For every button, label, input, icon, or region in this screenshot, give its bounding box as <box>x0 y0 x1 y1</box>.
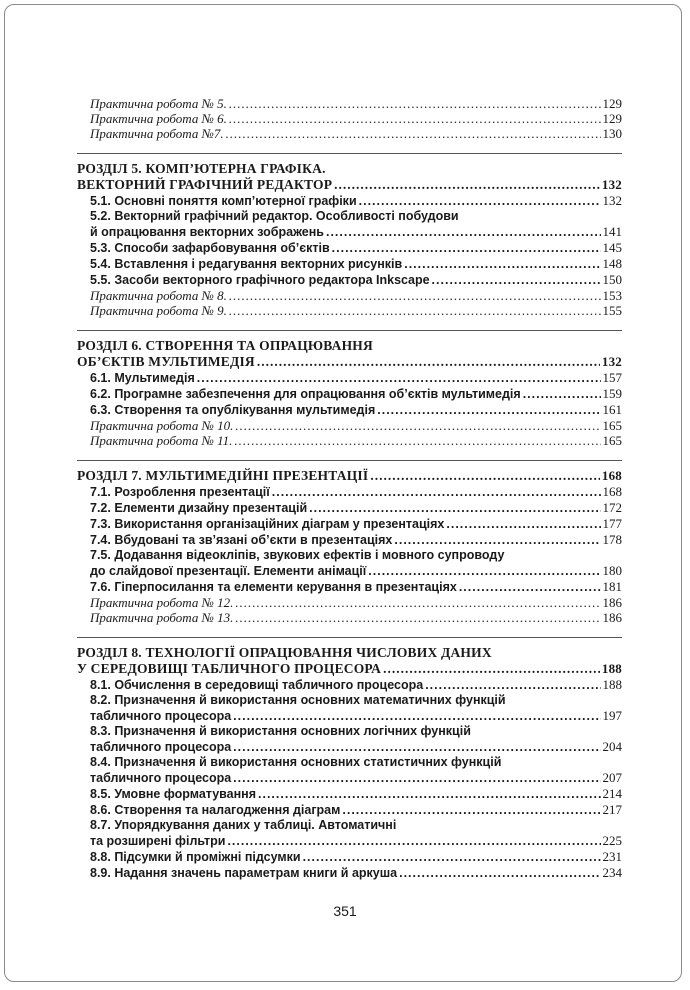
section-heading <box>77 645 622 677</box>
subsection-entry <box>77 193 622 209</box>
subsection-entry-page: 172 <box>602 500 622 515</box>
subsection-entry-page: 177 <box>602 516 622 531</box>
section-divider <box>77 153 622 154</box>
dot-leader <box>234 433 600 448</box>
subsection-entry-text: 5.1. Основні поняття комп’ютерної графіки <box>90 194 357 208</box>
subsection-entry <box>77 500 622 516</box>
subsection-entry <box>77 579 622 595</box>
dot-leader <box>334 177 600 193</box>
dot-leader <box>227 834 600 849</box>
practical-work-entry <box>77 610 622 625</box>
dot-leader <box>342 803 600 818</box>
dot-leader <box>523 387 601 402</box>
practical-work-entry <box>77 96 622 111</box>
dot-leader <box>309 501 600 516</box>
dot-leader <box>235 418 600 433</box>
subsection-entry-page: 148 <box>602 256 622 271</box>
subsection-entry-text: 6.3. Створення та опублікування мультимедія <box>90 403 376 417</box>
dot-leader <box>394 533 600 548</box>
practical-work-entry-text: Практична робота № 13. <box>90 610 234 625</box>
practical-work-entry-page: 129 <box>602 111 622 126</box>
subsection-entry <box>77 724 622 755</box>
subsection-entry-text: табличного процесора <box>90 740 232 754</box>
dot-leader <box>377 403 600 418</box>
dot-leader <box>303 850 601 865</box>
dot-leader <box>229 303 601 318</box>
subsection-entry-text: до слайдової презентації. Елементи анімації <box>90 564 367 578</box>
practical-work-entry-page: 153 <box>602 288 622 303</box>
subsection-entry-page: 217 <box>602 802 622 817</box>
practical-work-entry-text: Практична робота № 12. <box>90 595 234 610</box>
practical-work-entry <box>77 433 622 448</box>
practical-work-entry-page: 165 <box>602 418 622 433</box>
dot-leader <box>459 580 601 595</box>
subsection-entry <box>77 209 622 240</box>
section-heading <box>77 338 622 370</box>
subsection-entry-page: 204 <box>602 739 622 754</box>
section-divider <box>77 460 622 461</box>
subsection-entry-text: 8.9. Надання значень параметрам книги й аркуша <box>90 866 398 880</box>
subsection-entry-text: й опрацювання векторних зображень <box>90 225 324 239</box>
subsection-entry-page: 214 <box>602 786 622 801</box>
dot-leader <box>233 709 600 724</box>
page-number: 351 <box>333 903 357 919</box>
subsection-entry-text: 7.1. Розроблення презентації <box>90 485 270 499</box>
section-heading-text: У СЕРЕДОВИЩІ ТАБЛИЧНОГО ПРОЦЕСОРА <box>77 661 382 676</box>
dot-leader <box>257 354 600 370</box>
subsection-entry-page: 180 <box>602 563 622 578</box>
section-heading-text: РОЗДІЛ 7. МУЛЬТИМЕДІЙНІ ПРЕЗЕНТАЦІЇ <box>77 468 369 483</box>
subsection-entry <box>77 386 622 402</box>
subsection-entry-page: 178 <box>602 532 622 547</box>
dot-leader <box>326 225 601 240</box>
subsection-entry <box>77 693 622 724</box>
dot-leader <box>229 288 601 303</box>
subsection-entry <box>77 402 622 418</box>
subsection-entry-page: 159 <box>602 386 622 401</box>
section-heading-page: 132 <box>601 177 622 192</box>
dot-leader <box>359 194 601 209</box>
subsection-entry <box>77 484 622 500</box>
practical-work-entry <box>77 418 622 433</box>
practical-work-entry <box>77 288 622 303</box>
subsection-entry-text: 8.4. Призначення й використання основних статистичних функцій <box>90 755 502 769</box>
dot-leader <box>235 595 600 610</box>
subsection-entry <box>77 272 622 288</box>
subsection-entry-text: 8.1. Обчислення в середовищі табличного процесора <box>90 678 424 692</box>
subsection-entry-page: 181 <box>602 579 622 594</box>
subsection-entry-page: 150 <box>602 272 622 287</box>
practical-work-entry-text: Практична робота № 11. <box>90 433 233 448</box>
practical-work-entry <box>77 126 622 141</box>
section-heading-text: ОБ’ЄКТІВ МУЛЬТИМЕДІЯ <box>77 354 255 369</box>
subsection-entry-page: 161 <box>602 402 622 417</box>
section-heading <box>77 468 622 484</box>
subsection-entry <box>77 755 622 786</box>
dot-leader <box>226 126 601 141</box>
dot-leader <box>229 96 601 111</box>
dot-leader <box>425 678 600 693</box>
practical-work-entry-text: Практична робота № 10. <box>90 418 234 433</box>
dot-leader <box>399 866 600 881</box>
subsection-entry-text: 5.5. Засоби векторного графічного редактора Inkscape <box>90 273 430 287</box>
dot-leader <box>370 468 600 484</box>
practical-work-entry-text: Практична робота № 6. <box>90 111 227 126</box>
subsection-entry-text: 8.5. Умовне форматування <box>90 787 257 801</box>
subsection-entry <box>77 516 622 532</box>
practical-work-entry-text: Практична робота №7. <box>90 126 224 141</box>
subsection-entry-text: табличного процесора <box>90 709 232 723</box>
subsection-entry-text: 7.6. Гіперпосилання та елементи керування в презентаціях <box>90 580 457 594</box>
dot-leader <box>233 740 600 755</box>
section-heading-page: 168 <box>601 468 622 483</box>
section-heading-text: РОЗДІЛ 8. ТЕХНОЛОГІЇ ОПРАЦЮВАННЯ ЧИСЛОВИХ ДАНИХ <box>77 645 492 660</box>
dot-leader <box>404 257 600 272</box>
dot-leader <box>258 787 600 802</box>
subsection-entry-text: 8.2. Призначення й використання основних математичних функцій <box>90 693 506 707</box>
practical-work-entry-page: 165 <box>602 433 622 448</box>
dot-leader <box>332 241 601 256</box>
subsection-entry-page: 231 <box>602 849 622 864</box>
section-heading <box>77 161 622 193</box>
subsection-entry-text: 5.4. Вставлення і редагування векторних рисунків <box>90 257 403 271</box>
subsection-entry-text: 8.7. Упорядкування даних у таблиці. Автоматичні <box>90 818 397 832</box>
practical-work-entry-page: 129 <box>602 96 622 111</box>
dot-leader <box>229 111 601 126</box>
subsection-entry <box>77 240 622 256</box>
subsection-entry-text: 7.3. Використання організаційних діаграм у презентаціях <box>90 517 445 531</box>
subsection-entry-text: 7.2. Елементи дизайну презентацій <box>90 501 308 515</box>
subsection-entry-page: 207 <box>602 770 622 785</box>
section-heading-page: 132 <box>601 354 622 369</box>
table-of-contents <box>77 96 622 881</box>
subsection-entry-text: 7.4. Вбудовані та зв’язані об’єкти в презентаціях <box>90 533 393 547</box>
subsection-entry-text: 8.6. Створення та налагодження діаграм <box>90 803 341 817</box>
subsection-entry-text: 8.8. Підсумки й проміжні підсумки <box>90 850 301 864</box>
subsection-entry-page: 168 <box>602 484 622 499</box>
subsection-entry-text: 5.3. Способи зафарбовування об’єктів <box>90 241 330 255</box>
subsection-entry-text: 7.5. Додавання відеокліпів, звукових ефектів і мовного супроводу <box>90 548 505 562</box>
subsection-entry <box>77 786 622 802</box>
subsection-entry-text: 5.2. Векторний графічний редактор. Особливості побудови <box>90 209 459 223</box>
practical-work-entry-text: Практична робота № 5. <box>90 96 227 111</box>
dot-leader <box>432 273 601 288</box>
subsection-entry-page: 234 <box>602 865 622 880</box>
practical-work-entry-page: 186 <box>602 595 622 610</box>
section-heading-text: ВЕКТОРНИЙ ГРАФІЧНИЙ РЕДАКТОР <box>77 177 333 192</box>
subsection-entry <box>77 818 622 849</box>
subsection-entry-page: 141 <box>602 224 622 239</box>
subsection-entry <box>77 532 622 548</box>
subsection-entry-text: 6.1. Мультимедія <box>90 371 195 385</box>
subsection-entry-page: 188 <box>602 677 622 692</box>
dot-leader <box>235 610 600 625</box>
practical-work-entry <box>77 595 622 610</box>
dot-leader <box>233 771 600 786</box>
subsection-entry <box>77 677 622 693</box>
subsection-entry-page: 197 <box>602 708 622 723</box>
subsection-entry-page: 225 <box>602 833 622 848</box>
subsection-entry-text: табличного процесора <box>90 771 232 785</box>
subsection-entry <box>77 548 622 579</box>
subsection-entry <box>77 802 622 818</box>
subsection-entry-text: та розширені фільтри <box>90 834 226 848</box>
practical-work-entry-page: 155 <box>602 303 622 318</box>
section-divider <box>77 637 622 638</box>
practical-work-entry-page: 186 <box>602 610 622 625</box>
dot-leader <box>368 564 600 579</box>
subsection-entry <box>77 370 622 386</box>
subsection-entry <box>77 865 622 881</box>
practical-work-entry-page: 130 <box>602 126 622 141</box>
section-heading-page: 188 <box>601 661 622 676</box>
section-divider <box>77 330 622 331</box>
subsection-entry-page: 157 <box>602 370 622 385</box>
subsection-entry-text: 6.2. Програмне забезпечення для опрацювання об’єктів мультимедія <box>90 387 521 401</box>
dot-leader <box>446 517 600 532</box>
practical-work-entry-text: Практична робота № 9. <box>90 303 227 318</box>
practical-work-entry-text: Практична робота № 8. <box>90 288 227 303</box>
subsection-entry-text: 8.3. Призначення й використання основних логічних функцій <box>90 724 471 738</box>
practical-work-entry <box>77 303 622 318</box>
dot-leader <box>197 371 601 386</box>
section-heading-text: РОЗДІЛ 5. КОМП’ЮТЕРНА ГРАФІКА. <box>77 161 326 176</box>
practical-work-entry <box>77 111 622 126</box>
subsection-entry <box>77 256 622 272</box>
subsection-entry-page: 132 <box>602 193 622 208</box>
section-heading-text: РОЗДІЛ 6. СТВОРЕННЯ ТА ОПРАЦЮВАННЯ <box>77 338 373 353</box>
subsection-entry <box>77 849 622 865</box>
subsection-entry-page: 145 <box>602 240 622 255</box>
dot-leader <box>383 661 600 677</box>
dot-leader <box>272 485 601 500</box>
